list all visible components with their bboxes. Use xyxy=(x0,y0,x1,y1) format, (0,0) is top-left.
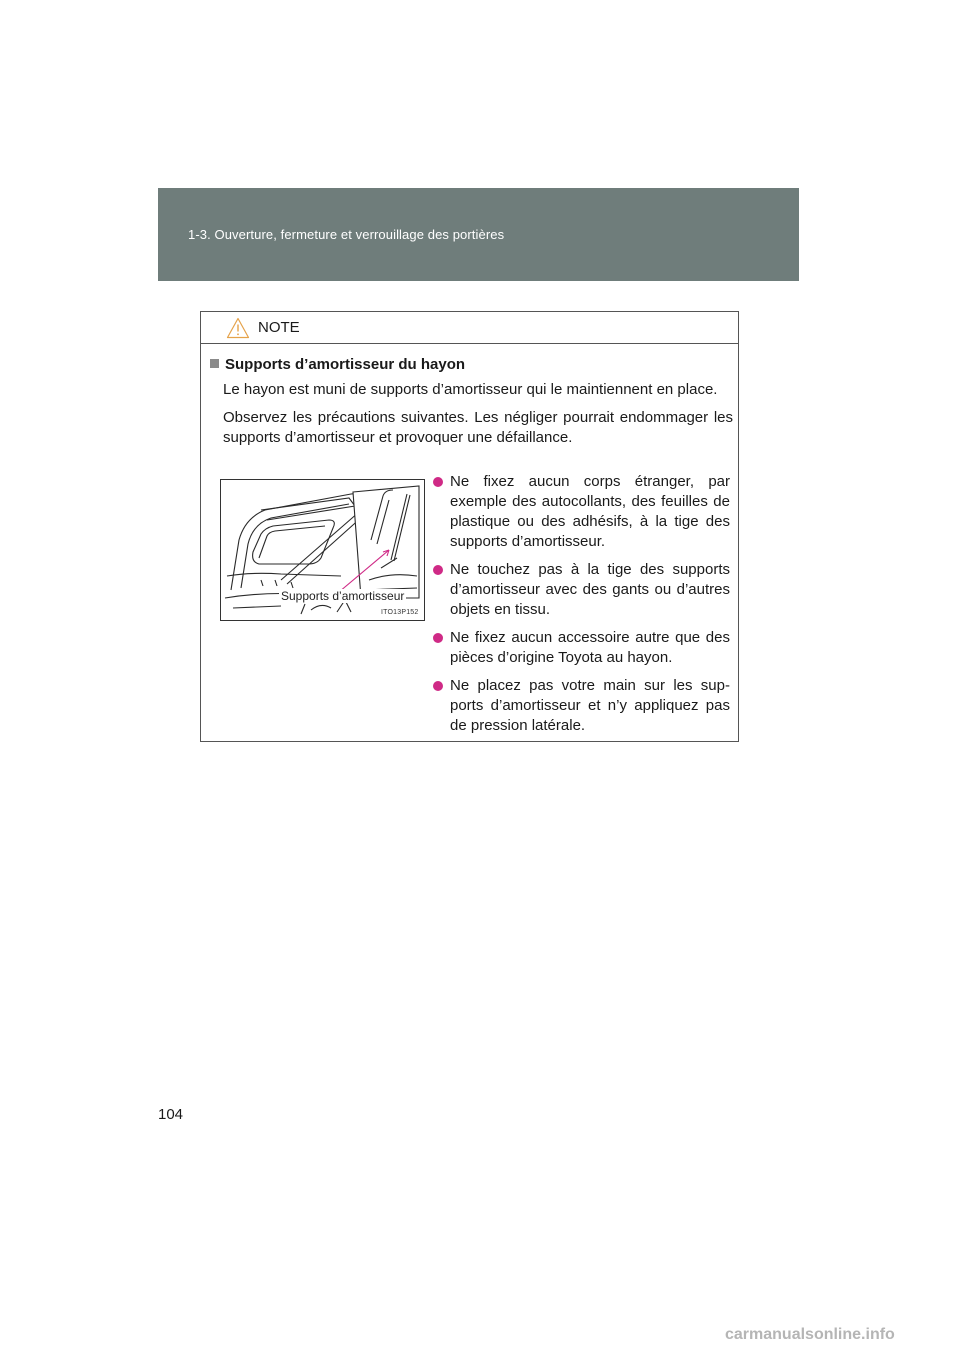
watermark: carmanualsonline.info xyxy=(725,1326,895,1343)
section-heading-text: Supports d’amortisseur du hayon xyxy=(225,356,466,373)
list-item xyxy=(433,628,730,668)
precautions-paragraph: Observez les précautions suivantes. Les négliger pourrait endommager les supports d’amortisseur et provoquer une défaillance. xyxy=(223,409,733,446)
list-item xyxy=(433,472,730,552)
page-number: 104 xyxy=(158,1106,184,1123)
section-title: 1-3. Ouverture, fermeture et verrouillage des portières xyxy=(188,227,505,242)
note-label: NOTE xyxy=(258,319,300,336)
tailgate-damper-illustration xyxy=(220,479,425,621)
figure-callout-label: Supports d’amortisseur xyxy=(281,589,405,603)
intro-paragraph: Le hayon est muni de supports d’amortisseur qui le maintiennent en place. xyxy=(223,381,718,398)
list-item xyxy=(433,676,730,736)
bullet-dot-icon xyxy=(433,681,443,691)
list-item-text: Ne touchez pas à la tige des supports d’amortisseur avec des gants ou d’autres objets en tissu. xyxy=(450,561,730,618)
list-item-text: Ne fixez aucun corps étranger, par exemple des autocollants, des feuilles de plastique ou des adhésifs, à la tige des supports d’amortisseur. xyxy=(450,473,730,550)
list-item xyxy=(433,560,730,620)
bullet-dot-icon xyxy=(433,477,443,487)
precaution-list xyxy=(433,472,730,744)
section-heading xyxy=(210,356,465,373)
list-item-text: Ne fixez aucun accessoire autre que des pièces d’origine Toyota au hayon. xyxy=(450,629,730,666)
section-header-band xyxy=(158,188,799,281)
figure-code: ITO13P152 xyxy=(381,609,419,616)
list-item-text: Ne placez pas votre main sur les sup-ports d’amortisseur et n’y appliquez pas de pression latérale. xyxy=(450,677,730,734)
heading-square-marker xyxy=(210,359,219,368)
note-header xyxy=(201,312,738,344)
bullet-dot-icon xyxy=(433,633,443,643)
note-box xyxy=(200,311,739,742)
bullet-dot-icon xyxy=(433,565,443,575)
warning-triangle-icon xyxy=(226,317,250,339)
